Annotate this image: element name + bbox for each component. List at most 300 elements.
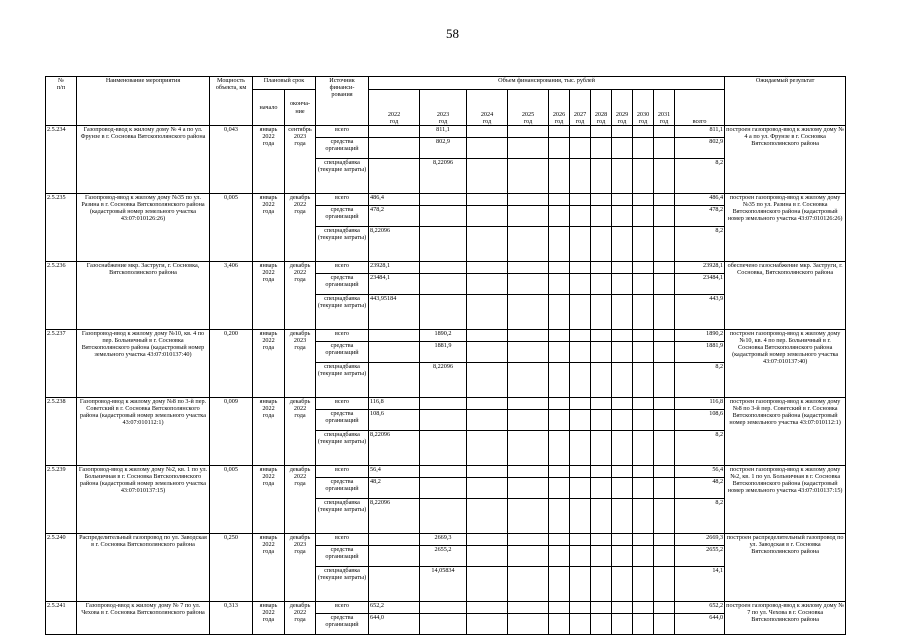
value-empty-year — [654, 363, 675, 398]
row-end: декабрь 2022 года — [285, 194, 316, 262]
value-2022 — [369, 342, 420, 363]
financing-source: средства организаций — [316, 546, 369, 567]
value-empty-year — [633, 330, 654, 342]
financing-source: средства организаций — [316, 138, 369, 159]
row-number: 2.5.236 — [46, 262, 77, 330]
row-end: сентябрь 2023 года — [285, 126, 316, 194]
row-end: декабрь 2022 года — [285, 466, 316, 534]
value-empty-year — [591, 194, 612, 206]
value-empty-year — [570, 602, 591, 614]
value-empty-year — [612, 227, 633, 262]
value-2022: 8,22096 — [369, 431, 420, 466]
value-empty-year — [467, 126, 508, 138]
value-empty-year — [591, 398, 612, 410]
financing-source: средства организаций — [316, 614, 369, 635]
value-empty-year — [570, 342, 591, 363]
row-result: построен газопровод-ввод к жилому дому №35 по ул. Разина в г. Сосновка Вятскополянского района (кадастровый номер земельного участка 43:07:010126:26) — [725, 194, 846, 262]
table-body — [46, 126, 846, 635]
value-empty-year — [654, 602, 675, 614]
value-2023: 2669,3 — [420, 534, 467, 546]
row-name: Газопровод-ввод к жилому дому №8 по 3-й пер. Советский в г. Сосновка Вятскополянского района (кадастровый номер земельного участка 43:07:010112:1) — [77, 398, 210, 466]
row-result: построен газопровод-ввод к жилому дому №10, кв. 4 по пер. Больничный в г. Сосновка Вятскополянского района (кадастровый номер земельного участка 43:07:010137:40) — [725, 330, 846, 398]
row-start: январь 2022 года — [253, 466, 285, 534]
financing-source: средства организаций — [316, 410, 369, 431]
value-empty-year — [612, 159, 633, 194]
value-empty-year — [549, 295, 570, 330]
value-empty-year — [570, 206, 591, 227]
financing-source: спецнадбавка (текущие затраты) — [316, 295, 369, 330]
value-empty-year — [467, 431, 508, 466]
value-empty-year — [508, 602, 549, 614]
financing-source: всего — [316, 398, 369, 410]
row-start: январь 2022 года — [253, 330, 285, 398]
value-empty-year — [570, 466, 591, 478]
value-empty-year — [467, 274, 508, 295]
value-empty-year — [570, 499, 591, 534]
value-total: 1881,9 — [675, 342, 725, 363]
value-empty-year — [591, 410, 612, 431]
value-empty-year — [591, 330, 612, 342]
value-2022: 23484,1 — [369, 274, 420, 295]
value-2022: 108,6 — [369, 410, 420, 431]
financing-source: спецнадбавка (текущие затраты) — [316, 567, 369, 602]
value-empty-year — [633, 534, 654, 546]
row-number: 2.5.235 — [46, 194, 77, 262]
value-total: 652,2 — [675, 602, 725, 614]
value-empty-year — [654, 194, 675, 206]
value-empty-year — [633, 194, 654, 206]
value-2022 — [369, 126, 420, 138]
financing-source: спецнадбавка (текущие затраты) — [316, 363, 369, 398]
row-end: декабрь 2023 года — [285, 534, 316, 602]
value-empty-year — [508, 342, 549, 363]
value-2023 — [420, 466, 467, 478]
value-2023 — [420, 602, 467, 614]
financing-source: всего — [316, 602, 369, 614]
value-2023 — [420, 194, 467, 206]
value-empty-year — [508, 159, 549, 194]
value-empty-year — [654, 398, 675, 410]
row-capacity: 0,043 — [210, 126, 253, 194]
table-row — [46, 602, 846, 614]
header-name: Наименование мероприятия — [77, 77, 210, 126]
value-empty-year — [508, 206, 549, 227]
value-empty-year — [654, 546, 675, 567]
header-num: № п/п — [46, 77, 77, 126]
value-empty-year — [654, 534, 675, 546]
value-empty-year — [570, 126, 591, 138]
value-empty-year — [591, 159, 612, 194]
value-empty-year — [570, 478, 591, 499]
value-total: 443,9 — [675, 295, 725, 330]
value-total: 8,2 — [675, 159, 725, 194]
value-empty-year — [549, 159, 570, 194]
value-empty-year — [612, 398, 633, 410]
value-2022: 652,2 — [369, 602, 420, 614]
value-empty-year — [654, 295, 675, 330]
value-2023: 8,22096 — [420, 159, 467, 194]
financing-source: средства организаций — [316, 274, 369, 295]
value-empty-year — [591, 614, 612, 635]
value-empty-year — [633, 431, 654, 466]
value-empty-year — [612, 274, 633, 295]
value-empty-year — [467, 614, 508, 635]
value-total: 1890,2 — [675, 330, 725, 342]
value-2022: 644,0 — [369, 614, 420, 635]
value-total: 478,2 — [675, 206, 725, 227]
financing-source: средства организаций — [316, 478, 369, 499]
value-2022 — [369, 363, 420, 398]
header-result: Ожидаемый результат — [725, 77, 846, 126]
value-empty-year — [549, 274, 570, 295]
value-empty-year — [549, 499, 570, 534]
value-empty-year — [549, 567, 570, 602]
financing-source: всего — [316, 534, 369, 546]
value-2023 — [420, 614, 467, 635]
value-empty-year — [633, 546, 654, 567]
value-empty-year — [549, 546, 570, 567]
financing-source: средства организаций — [316, 206, 369, 227]
value-empty-year — [467, 330, 508, 342]
value-empty-year — [549, 206, 570, 227]
value-empty-year — [654, 330, 675, 342]
row-number: 2.5.239 — [46, 466, 77, 534]
value-empty-year — [633, 206, 654, 227]
value-empty-year — [508, 410, 549, 431]
value-empty-year — [612, 126, 633, 138]
row-capacity: 0,005 — [210, 466, 253, 534]
value-empty-year — [508, 398, 549, 410]
value-empty-year — [508, 138, 549, 159]
row-capacity: 0,200 — [210, 330, 253, 398]
value-2022: 478,2 — [369, 206, 420, 227]
row-end: декабрь 2022 года — [285, 398, 316, 466]
value-empty-year — [570, 363, 591, 398]
value-empty-year — [612, 194, 633, 206]
value-empty-year — [612, 138, 633, 159]
value-empty-year — [633, 478, 654, 499]
financing-source: всего — [316, 194, 369, 206]
value-empty-year — [633, 567, 654, 602]
value-empty-year — [467, 295, 508, 330]
financing-source: средства организаций — [316, 342, 369, 363]
value-empty-year — [612, 567, 633, 602]
value-empty-year — [612, 431, 633, 466]
value-total: 2655,2 — [675, 546, 725, 567]
value-empty-year — [591, 499, 612, 534]
value-empty-year — [508, 227, 549, 262]
value-empty-year — [467, 262, 508, 274]
row-result: обеспечено газоснабжение мкр. Заструги, г. Сосновка, Вятскополянского района — [725, 262, 846, 330]
value-empty-year — [633, 614, 654, 635]
value-empty-year — [570, 227, 591, 262]
financing-table — [45, 76, 846, 635]
value-total: 48,2 — [675, 478, 725, 499]
value-2023 — [420, 206, 467, 227]
header-year-2025: 2025 год — [508, 90, 549, 126]
value-total: 2669,3 — [675, 534, 725, 546]
value-2022: 56,4 — [369, 466, 420, 478]
value-empty-year — [467, 159, 508, 194]
value-empty-year — [549, 342, 570, 363]
header-year-2030: 2030 год — [633, 90, 654, 126]
row-number: 2.5.241 — [46, 602, 77, 635]
value-empty-year — [633, 499, 654, 534]
value-empty-year — [467, 206, 508, 227]
row-number: 2.5.240 — [46, 534, 77, 602]
value-2023 — [420, 410, 467, 431]
table-row — [46, 262, 846, 274]
value-empty-year — [591, 431, 612, 466]
value-2022: 486,4 — [369, 194, 420, 206]
value-empty-year — [467, 138, 508, 159]
table-row — [46, 126, 846, 138]
value-2022: 48,2 — [369, 478, 420, 499]
value-empty-year — [612, 546, 633, 567]
value-empty-year — [612, 499, 633, 534]
value-empty-year — [549, 614, 570, 635]
financing-source: спецнадбавка (текущие затраты) — [316, 227, 369, 262]
row-number: 2.5.237 — [46, 330, 77, 398]
value-2023: 2655,2 — [420, 546, 467, 567]
row-result: построен газопровод-ввод к жилому дому №2, кв. 1 по ул. Больничная в г. Сосновка Вятскополянского района (кадастровый номер земельного участка 43:07:010137:15) — [725, 466, 846, 534]
value-empty-year — [549, 410, 570, 431]
row-start: январь 2022 года — [253, 262, 285, 330]
value-total: 644,0 — [675, 614, 725, 635]
value-empty-year — [591, 478, 612, 499]
value-empty-year — [549, 602, 570, 614]
value-empty-year — [612, 330, 633, 342]
value-empty-year — [633, 262, 654, 274]
value-empty-year — [654, 478, 675, 499]
value-empty-year — [570, 567, 591, 602]
value-empty-year — [633, 274, 654, 295]
value-empty-year — [508, 330, 549, 342]
value-empty-year — [508, 194, 549, 206]
row-result: построен газопровод-ввод к жилому дому №8 по 3-й пер. Советский в г. Сосновка Вятскополянского района (кадастровый номер земельного участка 43:07:010112:1) — [725, 398, 846, 466]
value-empty-year — [467, 363, 508, 398]
value-2022 — [369, 567, 420, 602]
financing-source: всего — [316, 126, 369, 138]
row-capacity: 0,005 — [210, 194, 253, 262]
row-name: Газопровод-ввод к жилому дому №2, кв. 1 по ул. Больничная в г. Сосновка Вятскополянского района (кадастровый номер земельного участка 43:07:010137:15) — [77, 466, 210, 534]
row-capacity: 0,313 — [210, 602, 253, 635]
value-total: 802,9 — [675, 138, 725, 159]
value-empty-year — [654, 342, 675, 363]
financing-source: всего — [316, 262, 369, 274]
value-empty-year — [549, 194, 570, 206]
row-capacity: 0,009 — [210, 398, 253, 466]
value-empty-year — [549, 227, 570, 262]
table-row — [46, 194, 846, 206]
row-result: построен газопровод-ввод к жилому дому № 4 а по ул. Фрунзе в г. Сосновка Вятскополянского района — [725, 126, 846, 194]
header-total: всего — [675, 90, 725, 126]
value-empty-year — [467, 567, 508, 602]
row-capacity: 0,250 — [210, 534, 253, 602]
header-year-2024: 2024 год — [467, 90, 508, 126]
value-total: 23928,1 — [675, 262, 725, 274]
value-2022: 8,22096 — [369, 227, 420, 262]
value-empty-year — [508, 295, 549, 330]
value-empty-year — [633, 227, 654, 262]
value-empty-year — [612, 410, 633, 431]
financing-source: спецнадбавка (текущие затраты) — [316, 431, 369, 466]
value-empty-year — [612, 342, 633, 363]
value-empty-year — [654, 274, 675, 295]
value-2023: 811,1 — [420, 126, 467, 138]
value-empty-year — [570, 138, 591, 159]
value-empty-year — [570, 534, 591, 546]
value-empty-year — [549, 398, 570, 410]
header-year-2029: 2029 год — [612, 90, 633, 126]
value-empty-year — [633, 602, 654, 614]
value-empty-year — [570, 159, 591, 194]
header-end: оконча- ние — [285, 90, 316, 126]
row-name: Газопровод-ввод к жилому дому №10, кв. 4 по пер. Больничный в г. Сосновка Вятскополянского района (кадастровый номер земельного участка 43:07:010137:40) — [77, 330, 210, 398]
header-volume: Объем финансирования, тыс. рублей — [369, 77, 725, 90]
value-empty-year — [570, 546, 591, 567]
value-empty-year — [508, 567, 549, 602]
value-2023 — [420, 478, 467, 499]
value-empty-year — [508, 534, 549, 546]
value-2022: 23928,1 — [369, 262, 420, 274]
header-period: Плановый срок — [253, 77, 316, 90]
table-header — [46, 77, 846, 126]
value-empty-year — [549, 330, 570, 342]
value-empty-year — [570, 431, 591, 466]
value-empty-year — [654, 466, 675, 478]
value-empty-year — [549, 466, 570, 478]
table-row — [46, 466, 846, 478]
value-2023 — [420, 274, 467, 295]
row-end: декабрь 2022 года — [285, 602, 316, 635]
value-2023: 14,05834 — [420, 567, 467, 602]
value-empty-year — [654, 138, 675, 159]
value-2023 — [420, 499, 467, 534]
value-total: 14,1 — [675, 567, 725, 602]
value-empty-year — [570, 274, 591, 295]
value-empty-year — [467, 342, 508, 363]
value-empty-year — [591, 262, 612, 274]
value-2023: 802,9 — [420, 138, 467, 159]
value-empty-year — [591, 534, 612, 546]
value-empty-year — [467, 410, 508, 431]
value-empty-year — [591, 138, 612, 159]
value-empty-year — [654, 614, 675, 635]
value-2023 — [420, 398, 467, 410]
value-empty-year — [612, 466, 633, 478]
value-empty-year — [508, 431, 549, 466]
table-row — [46, 330, 846, 342]
header-year-2022: 2022 год — [369, 90, 420, 126]
value-2022 — [369, 534, 420, 546]
value-empty-year — [549, 262, 570, 274]
value-empty-year — [570, 295, 591, 330]
value-empty-year — [591, 295, 612, 330]
value-empty-year — [591, 126, 612, 138]
value-empty-year — [633, 138, 654, 159]
row-name: Газопровод-ввод к жилому дому №35 по ул. Разина в г. Сосновка Вятскополянского района (кадастровый номер земельного участка 43:07:010126:26) — [77, 194, 210, 262]
header-year-2028: 2028 год — [591, 90, 612, 126]
value-empty-year — [633, 126, 654, 138]
header-year-2031: 2031 год — [654, 90, 675, 126]
value-total: 23484,1 — [675, 274, 725, 295]
row-end: декабрь 2022 года — [285, 262, 316, 330]
value-empty-year — [654, 227, 675, 262]
financing-source: спецнадбавка (текущие затраты) — [316, 499, 369, 534]
value-empty-year — [508, 262, 549, 274]
value-2023 — [420, 431, 467, 466]
value-2023: 1881,9 — [420, 342, 467, 363]
value-empty-year — [633, 410, 654, 431]
value-total: 8,2 — [675, 227, 725, 262]
value-empty-year — [570, 262, 591, 274]
row-start: январь 2022 года — [253, 194, 285, 262]
value-empty-year — [467, 499, 508, 534]
value-empty-year — [570, 410, 591, 431]
value-empty-year — [508, 274, 549, 295]
value-empty-year — [654, 126, 675, 138]
value-empty-year — [508, 466, 549, 478]
value-empty-year — [570, 614, 591, 635]
value-total: 8,2 — [675, 499, 725, 534]
header-year-2023: 2023 год — [420, 90, 467, 126]
value-empty-year — [612, 602, 633, 614]
value-empty-year — [612, 363, 633, 398]
value-total: 811,1 — [675, 126, 725, 138]
value-2022: 8,22096 — [369, 499, 420, 534]
value-empty-year — [654, 499, 675, 534]
value-empty-year — [591, 342, 612, 363]
value-empty-year — [633, 466, 654, 478]
value-empty-year — [467, 478, 508, 499]
value-empty-year — [549, 363, 570, 398]
value-empty-year — [654, 206, 675, 227]
value-empty-year — [570, 194, 591, 206]
value-empty-year — [591, 602, 612, 614]
value-empty-year — [508, 126, 549, 138]
value-empty-year — [570, 330, 591, 342]
value-empty-year — [467, 534, 508, 546]
row-start: январь 2022 года — [253, 126, 285, 194]
value-empty-year — [591, 206, 612, 227]
row-result: построен газопровод-ввод к жилому дому № 7 по ул. Чехова в г. Сосновка Вятскополянского района — [725, 602, 846, 635]
header-capacity: Мощность объекта, км — [210, 77, 253, 126]
value-empty-year — [612, 295, 633, 330]
value-empty-year — [570, 398, 591, 410]
header-source: Источник финанси- рования — [316, 77, 369, 126]
value-empty-year — [654, 159, 675, 194]
value-empty-year — [549, 534, 570, 546]
value-2022 — [369, 330, 420, 342]
value-2022 — [369, 159, 420, 194]
value-total: 116,8 — [675, 398, 725, 410]
header-year-2027: 2027 год — [570, 90, 591, 126]
header-year-2026: 2026 год — [549, 90, 570, 126]
row-start: январь 2022 года — [253, 534, 285, 602]
header-start: начало — [253, 90, 285, 126]
financing-source: всего — [316, 466, 369, 478]
value-total: 108,6 — [675, 410, 725, 431]
value-2023: 8,22096 — [420, 363, 467, 398]
page-number: 58 — [446, 26, 459, 41]
value-empty-year — [549, 478, 570, 499]
value-empty-year — [467, 546, 508, 567]
row-capacity: 3,406 — [210, 262, 253, 330]
value-empty-year — [612, 534, 633, 546]
value-empty-year — [591, 363, 612, 398]
value-empty-year — [591, 567, 612, 602]
